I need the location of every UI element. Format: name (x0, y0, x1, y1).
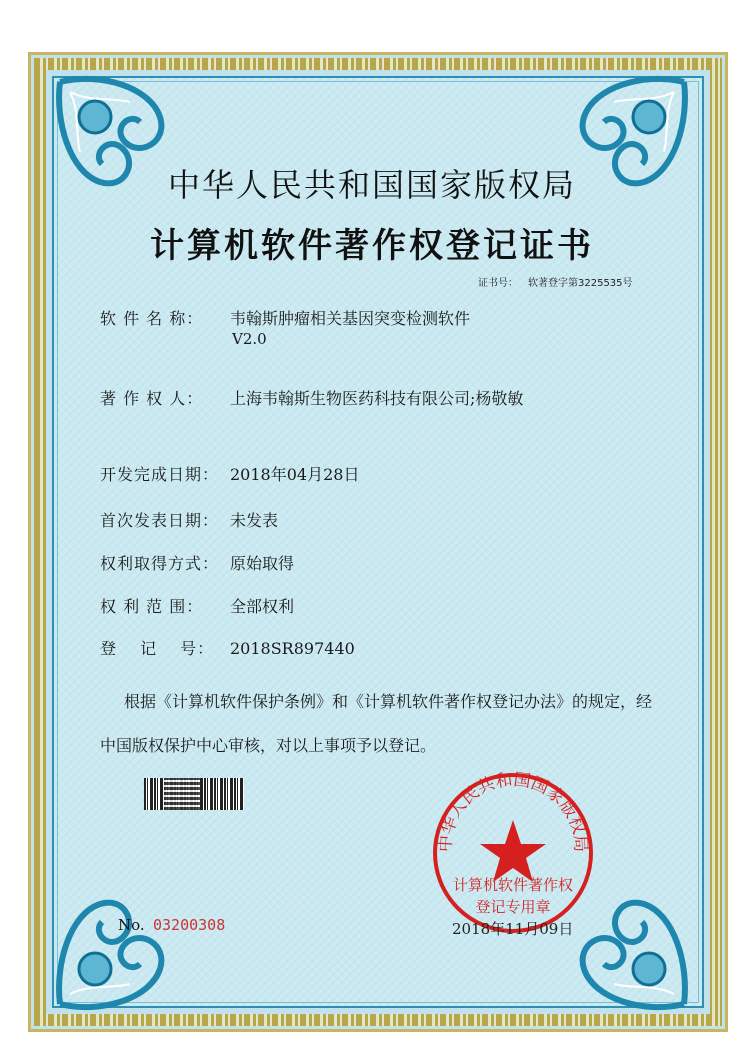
scope-value: 全部权利 (230, 597, 295, 616)
software-name-label: 软 件 名 称： (100, 309, 204, 328)
corner-ornament-bottom-left (40, 884, 190, 1024)
seal-star-icon (480, 820, 546, 882)
seal-line-1: 计算机软件著作权 (452, 876, 573, 894)
copyright-owner-value: 上海韦翰斯生物医药科技有限公司;杨敬敏 (230, 389, 524, 408)
completion-date-row (100, 462, 359, 485)
seal-line-2: 登记专用章 (475, 898, 551, 916)
inner-panel (52, 76, 704, 1008)
certificate-number-value: 软著登字第3225535号 (528, 278, 633, 289)
acquisition-mode-value: 原始取得 (230, 554, 295, 573)
first-publication-label: 首次发表日期： (100, 511, 220, 530)
serial-label: No. (118, 916, 145, 934)
registration-number-value: 2018SR897440 (230, 639, 355, 658)
certificate-number-label: 证书号： (478, 278, 518, 289)
issue-date: 2018年11月09日 (452, 920, 574, 938)
copyright-owner-row (100, 386, 523, 409)
issuing-authority: 中华人民共和国国家版权局 (167, 166, 576, 204)
copyright-owner-label: 著 作 权 人： (100, 389, 204, 408)
acquisition-mode-label: 权利取得方式： (100, 554, 220, 573)
barcode-qr-block (164, 778, 200, 810)
registration-number-row (100, 636, 355, 659)
acquisition-mode-row (100, 551, 294, 574)
certificate-number (478, 274, 633, 289)
certificate-title: 计算机软件著作权登记证书 (150, 226, 594, 266)
serial-number: 03200308 (153, 916, 226, 934)
scope-label: 权 利 范 围： (100, 597, 204, 616)
software-name-value: 韦翰斯肿瘤相关基因突变检测软件 (230, 309, 471, 328)
seal-ring-text: 中华人民共和国国家版权局 (435, 769, 591, 853)
software-version: V2.0 (232, 330, 267, 348)
software-name-row (100, 306, 470, 329)
first-publication-value: 未发表 (230, 511, 279, 530)
completion-date-value: 2018年04月28日 (230, 465, 360, 484)
first-publication-row (100, 508, 278, 531)
registration-number-label: 登 记 号： (100, 639, 215, 658)
scope-row (100, 594, 294, 617)
registration-statement: 根据《计算机软件保护条例》和《计算机软件著作权登记办法》的规定，经中国版权保护中心审核，对以上事项予以登记。 (100, 692, 653, 755)
completion-date-label: 开发完成日期： (100, 465, 220, 484)
